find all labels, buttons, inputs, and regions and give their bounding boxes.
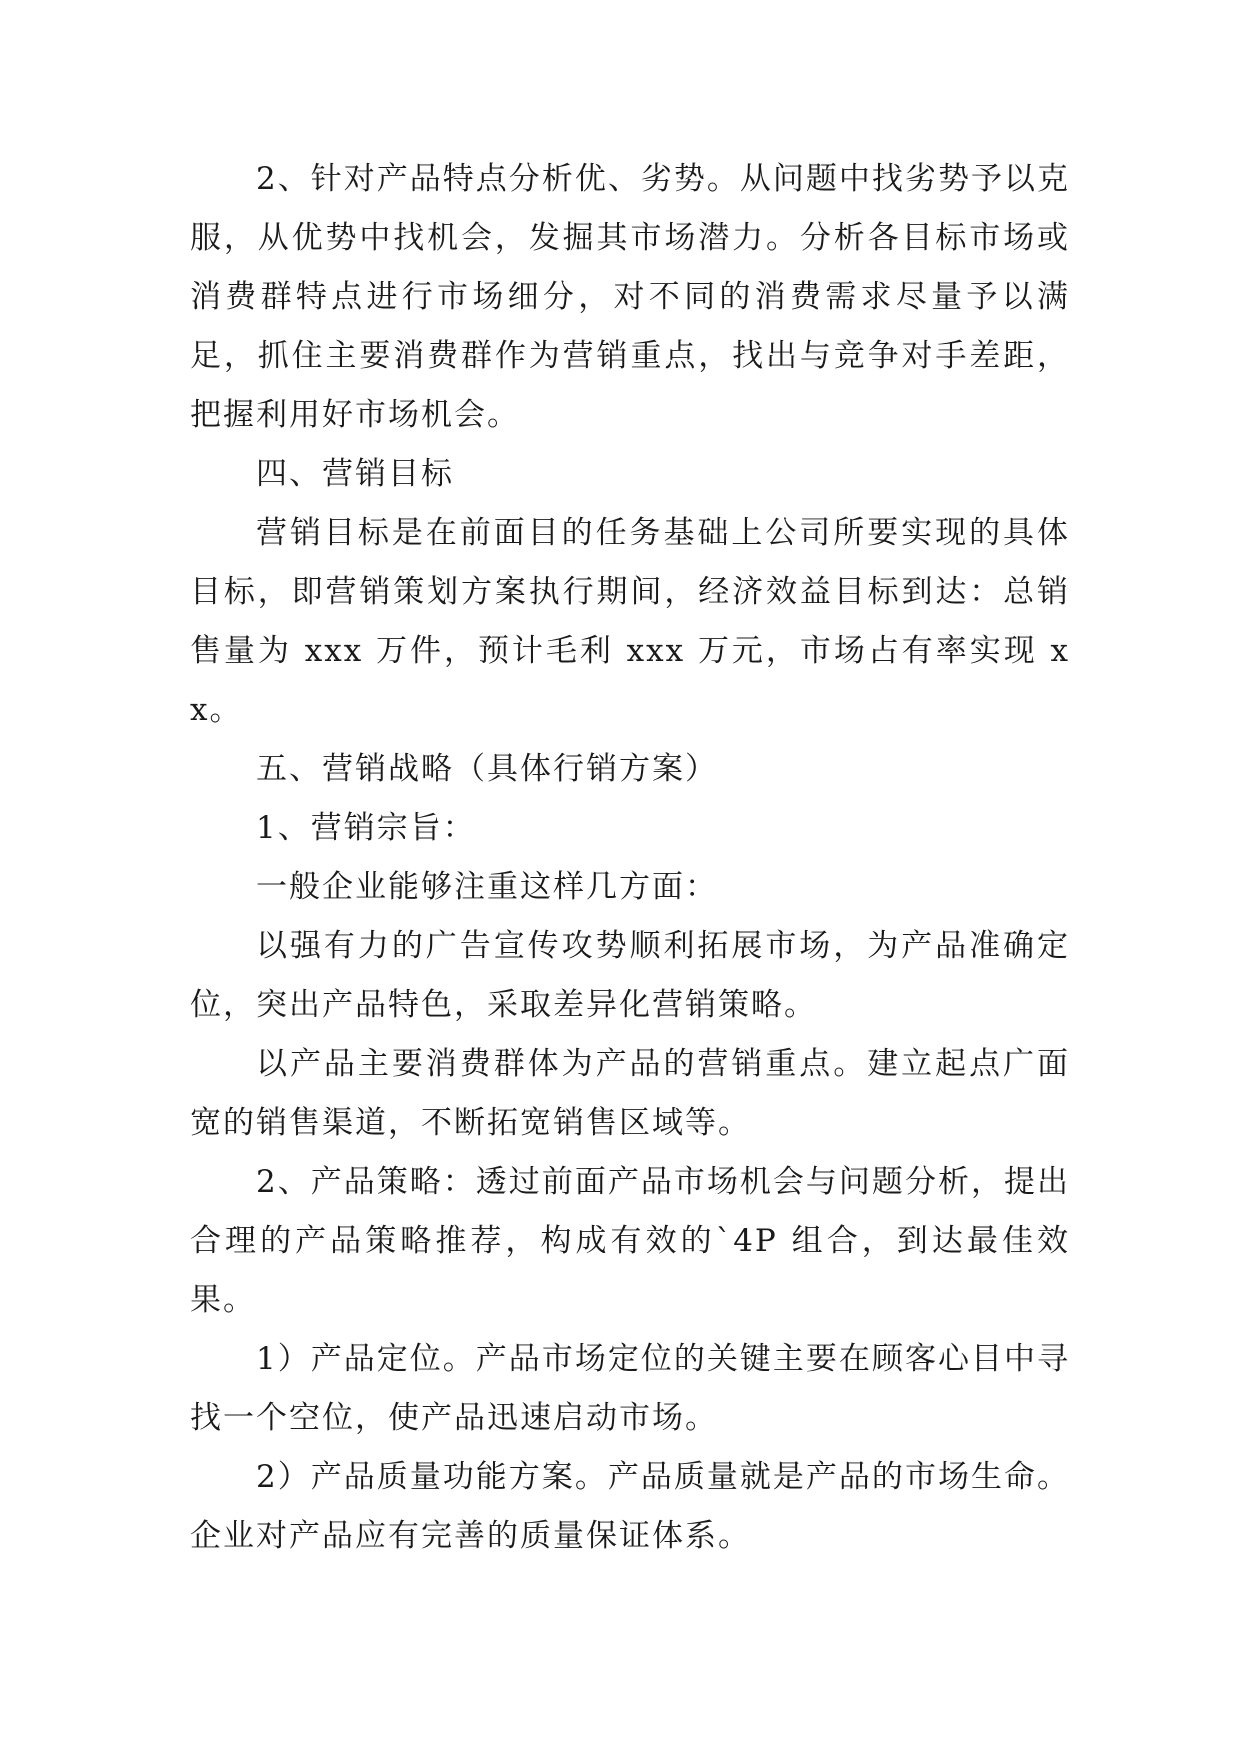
paragraph-enterprise-focus: 一般企业能够注重这样几方面： — [256, 869, 718, 905]
subheading-marketing-purpose: 1、营销宗旨： — [256, 810, 476, 846]
paragraph-advertising: 以强有力的广告宣传攻势顺利拓展市场，为产品准确定位，突出产品特色，采取差异化营销策略。 — [190, 928, 1070, 1023]
section-heading-marketing-strategy: 五、营销战略（具体行销方案） — [256, 751, 718, 787]
paragraph-product-analysis: 2、针对产品特点分析优、劣势。从问题中找劣势予以克服，从优势中找机会，发掘其市场潜力。分析各目标市场或消费群特点进行市场细分，对不同的消费需求尽量予以满足，抓住主要消费群作为营销重点，找出与竞争对手差距，把握利用好市场机会。 — [190, 161, 1070, 433]
paragraph-marketing-goals: 营销目标是在前面目的任务基础上公司所要实现的具体目标，即营销策划方案执行期间，经济效益目标到达：总销售量为 xxx 万件，预计毛利 xxx 万元，市场占有率实现 xx。 — [190, 515, 1070, 728]
paragraph-consumer-focus: 以产品主要消费群体为产品的营销重点。建立起点广面宽的销售渠道，不断拓宽销售区域等。 — [190, 1046, 1070, 1141]
paragraph-product-strategy: 2、产品策略：透过前面产品市场机会与问题分析，提出合理的产品策略推荐，构成有效的`4P 组合，到达最佳效果。 — [190, 1164, 1070, 1318]
paragraph-product-quality: 2）产品质量功能方案。产品质量就是产品的市场生命。企业对产品应有完善的质量保证体系。 — [190, 1459, 1070, 1554]
paragraph-product-positioning: 1）产品定位。产品市场定位的关键主要在顾客心目中寻找一个空位，使产品迅速启动市场。 — [190, 1341, 1070, 1436]
section-heading-marketing-goals: 四、营销目标 — [256, 456, 454, 492]
document-body — [190, 150, 1070, 1566]
